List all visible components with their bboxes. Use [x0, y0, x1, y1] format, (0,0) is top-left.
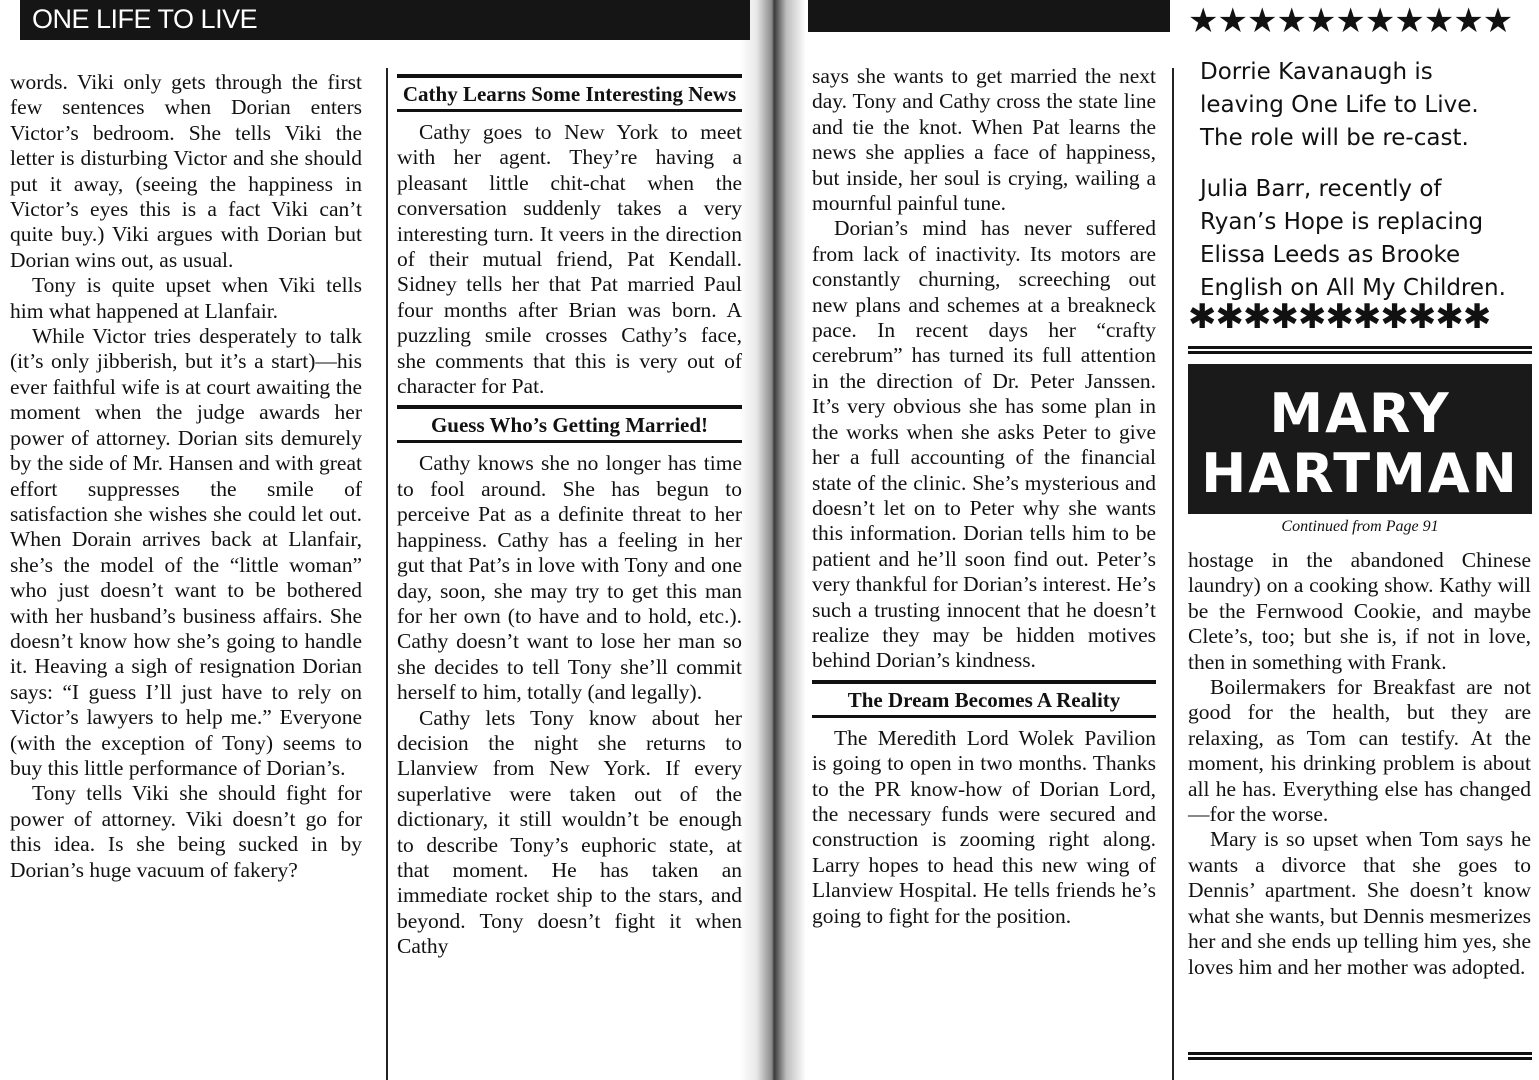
double-rule [1188, 346, 1532, 354]
article-column-3 [812, 64, 1156, 929]
page-spine [740, 0, 806, 1080]
news-item: Julia Barr, recently of Ryan’s Hope is replacing Elissa Leeds as Brooke English on All My Children. [1200, 176, 1506, 301]
paragraph: While Victor tries desperately to talk (it’s only jibberish, but it’s a start)—his ever faithful wife is at court awaiting the moment when the judge awards her power of attorney. Dorian sits demurely by the side of Mr. Hansen and with great effort suppresses the smile of satisfaction she wishes she could let out. When Dorain arrives back at Llanfair, she’s the model of the “little woman” who just doesn’t want to be bothered with her husband’s business affairs. She doesn’t know how she’s going to handle it. Heaving a sigh of resignation Dorian says: “I guess I’ll just have to rely on Victor’s lawyers to help me.” Everyone (with the exception of Tony) seems to buy this little performance of Dorian’s. [10, 324, 362, 780]
news-box [1200, 56, 1520, 323]
article-column-2 [397, 74, 742, 960]
article-column-4 [1188, 548, 1531, 980]
column-divider [386, 68, 388, 1080]
mary-hartman-banner [1188, 364, 1532, 514]
paragraph: Dorian’s mind has never suffered from lack of inactivity. Its motors are constantly churning, screeching out new plans and schemes at a breakneck pace. In recent days her “crafty cerebrum” has turned its full attention in the direction of Dr. Peter Janssen. It’s very obvious she has some plan in the works when she asks Peter to give her a full accounting of the financial state of the clinic. She’s mysterious and doesn’t let on to Peter why she wants this information. Dorian tells him to be patient and he’ll soon find out. Peter’s very thankful for Dorian’s interest. He’s such a trusting innocent that he doesn’t realize they may be hidden motives behind Dorian’s kindness. [812, 216, 1156, 673]
continued-note: Continued from Page 91 [1281, 518, 1439, 535]
banner-line: MARY [1269, 382, 1451, 445]
star-border-top: ★★★★★★★★★★★ [1188, 4, 1513, 38]
paragraph: Boilermakers for Breakfast are not good for the health, but they are relaxing, as Tom can testify. At the moment, his drinking problem is about all he has. Everything else has changed—for the worse. [1188, 675, 1531, 827]
double-rule [1188, 1052, 1532, 1060]
section-title: ONE LIFE TO LIVE [32, 4, 258, 34]
paragraph: Cathy goes to New York to meet with her agent. They’re having a pleasant little chit-chat when the conversation suddenly takes a very interesting turn. It veers in the direction of their mutual friend, Pat Kendall. Sidney tells her that Pat married Paul four months after Brian was born. A puzzling smile crosses Cathy’s face, she comments that this is very out of character for Pat. [397, 120, 742, 399]
paragraph: Cathy knows she no longer has time to fool around. She has begun to perceive Pat as a definite threat to her happiness. Cathy has a feeling in her gut that Pat’s in love with Tony and one day, soon, she may try to get this man for her own (to have and to hold, etc.). Cathy doesn’t want to lose her man so she decides to tell Tony she’ll commit herself to him, totally (and legally). [397, 451, 742, 705]
paragraph: Tony tells Viki she should fight for power of attorney. Viki doesn’t go for this idea. Is she being sucked in by Dorian’s huge vacuum of fakery? [10, 781, 362, 882]
star-border-bottom: ✱✱✱✱✱✱✱✱✱✱✱ [1188, 300, 1491, 334]
paragraph: hostage in the abandoned Chinese laundry) on a cooking show. Kathy will be the Fernwood Cookie, and maybe Clete’s, too; but she is, if not in love, then in something with Frank. [1188, 548, 1531, 674]
header-bar-right [808, 0, 1170, 32]
column-divider [1172, 68, 1174, 1080]
banner-line: HARTMAN [1201, 442, 1519, 505]
news-item: Dorrie Kavanaugh is leaving One Life to Live. The role will be re-cast. [1200, 59, 1479, 151]
subheading: The Dream Becomes A Reality [812, 680, 1156, 718]
paragraph: words. Viki only gets through the first few sentences when Dorian enters Victor’s bedroom. She tells Viki the letter is disturbing Victor and she should put it away, (seeing the happiness in Victor’s eyes this is a fact Viki can’t quite buy.) Viki argues with Dorian but Dorian wins out, as usual. [10, 70, 362, 272]
paragraph: Tony is quite upset when Viki tells him what happened at Llanfair. [10, 273, 362, 323]
section-header [20, 0, 750, 40]
paragraph: says she wants to get married the next day. Tony and Cathy cross the state line and tie the knot. When Pat learns the news she applies a face of happiness, but inside, her soul is crying, wailing a mournful painful tune. [812, 64, 1156, 216]
article-column-1 [10, 70, 362, 883]
paragraph: The Meredith Lord Wolek Pavilion is going to open in two months. Thanks to the PR know-how of Dorian Lord, the necessary funds were secured and construction is zooming right along. Larry hopes to head this new wing of Llanview Hospital. He tells friends he’s going to fight for the position. [812, 725, 1156, 928]
paragraph: Mary is so upset when Tom says he wants a divorce that she goes to Dennis’ apartment. She doesn’t know what she wants, but Dennis mesmerizes her and she ends up telling him yes, she loves him and her mother was adopted. [1188, 827, 1531, 979]
subheading: Guess Who’s Getting Married! [397, 405, 742, 443]
subheading: Cathy Learns Some Interesting News [397, 74, 742, 112]
paragraph: Cathy lets Tony know about her decision the night she returns to Llanview from New York. If every superlative were taken out of the dictionary, it still wouldn’t be enough to describe Tony’s euphoric state, at that moment. He has taken an immediate rocket ship to the stars, and beyond. Tony doesn’t fight it when Cathy [397, 705, 742, 959]
